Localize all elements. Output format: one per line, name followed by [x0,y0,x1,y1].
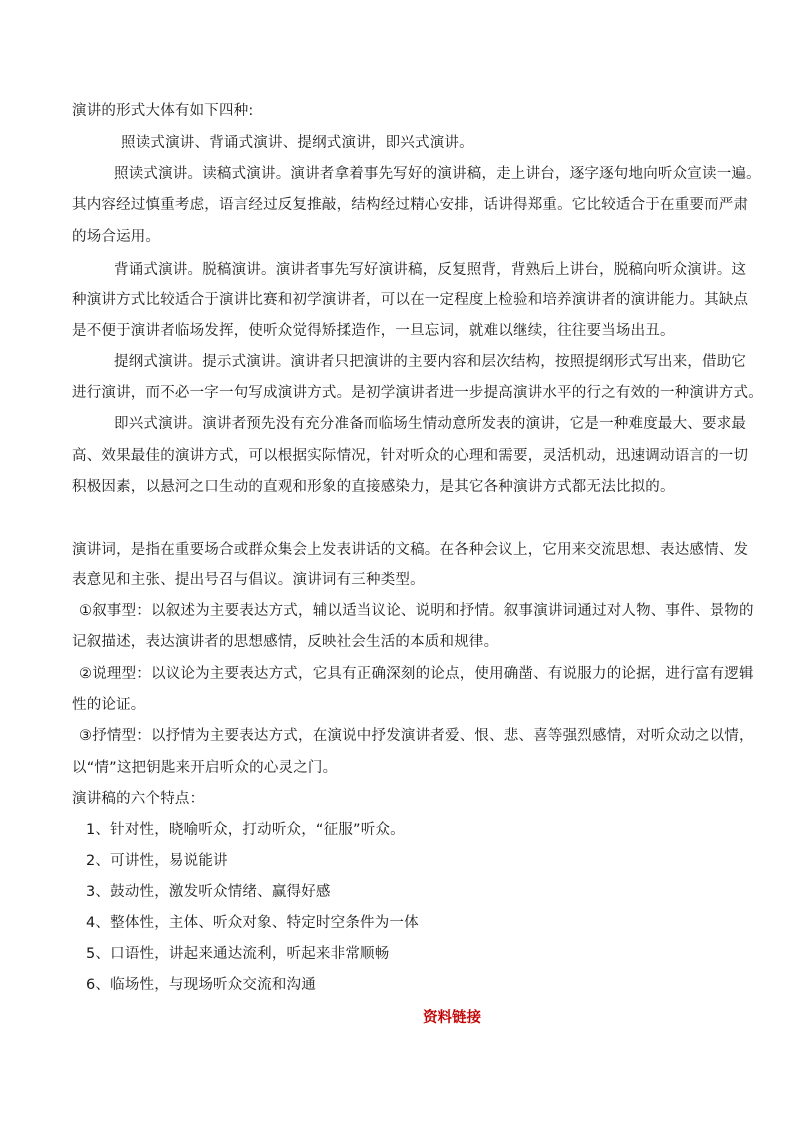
reasoning-type-line: ②说理型：以议论为主要表达方式，它具有正确深刻的论点，使用确凿、有说服力的论据，进行富有逻辑 [79,666,754,682]
resource-link[interactable]: 资料链接 [423,1010,481,1026]
feature-item: 5、口语性，讲起来通达流利，听起来非常顺畅 [86,946,390,962]
reading-speech-line: 照读式演讲。读稿式演讲。演讲者拿着事先写好的演讲稿，走上讲台，逐字逐句地向听众宣读一遍。 [114,166,761,182]
feature-item: 1、针对性，晓喻听众，打动听众，“征服”听众。 [86,822,405,838]
outline-speech-line: 进行演讲，而不必一字一句写成演讲方式。是初学演讲者进一步提高演讲水平的行之有效的一种演讲方式。 [72,385,763,401]
recitation-speech-line: 是不便于演讲者临场发挥，使听众觉得矫揉造作，一旦忘词，就难以继续，往往要当场出丑。 [72,323,675,339]
impromptu-speech-line: 高、效果最佳的演讲方式，可以根据实际情况，针对听众的心理和需要，灵活机动，迅速调动语言的一切 [72,448,749,464]
speech-text-definition-line: 表意见和主张、提出号召与倡议。演讲词有三种类型。 [72,572,425,588]
recitation-speech-line: 背诵式演讲。脱稿演讲。演讲者事先写好演讲稿，反复照背，背熟后上讲台，脱稿向听众演讲。这 [114,262,747,278]
narrative-type-line: ①叙事型：以叙述为主要表达方式，辅以适当议论、说明和抒情。叙事演讲词通过对人物、事件、景物的 [79,603,754,619]
impromptu-speech-line: 积极因素，以悬河之口生动的直观和形象的直接感染力，是其它各种演讲方式都无法比拟的。 [72,479,675,495]
forms-list: 照读式演讲、背诵式演讲、提纲式演讲，即兴式演讲。 [121,135,474,151]
feature-item: 2、可讲性，易说能讲 [86,853,228,869]
speech-text-definition-line: 演讲词，是指在重要场合或群众集会上发表讲话的文稿。在各种会议上，它用来交流思想、表达感情、发 [72,542,749,558]
reasoning-type-line: 性的论证。 [72,697,146,713]
feature-item: 3、鼓动性，激发听众情绪、赢得好感 [86,884,331,900]
lyrical-type-line: 以“情”这把钥匙来开启听众的心灵之门。 [72,760,338,776]
feature-item: 4、整体性，主体、听众对象、特定时空条件为一体 [86,915,419,931]
recitation-speech-line: 种演讲方式比较适合于演讲比赛和初学演讲者，可以在一定程度上检验和培养演讲者的演讲能力。其缺点 [72,292,749,308]
outline-speech-line: 提纲式演讲。提示式演讲。演讲者只把演讲的主要内容和层次结构，按照提纲形式写出来，借助它 [114,354,747,370]
forms-intro: 演讲的形式大体有如下四种: [72,103,254,119]
reading-speech-line: 其内容经过慎重考虑，语言经过反复推敲，结构经过精心安排，话讲得郑重。它比较适合于在重要而严肃 [72,197,749,213]
narrative-type-line: 记叙描述，表达演讲者的思想感情，反映社会生活的本质和规律。 [72,634,499,650]
features-title: 演讲稿的六个特点： [72,791,205,807]
feature-item: 6、临场性，与现场听众交流和沟通 [86,977,316,993]
impromptu-speech-line: 即兴式演讲。演讲者预先没有充分准备而临场生情动意所发表的演讲，它是一种难度最大、要求最 [114,416,747,432]
reading-speech-line: 的场合运用。 [72,229,161,245]
lyrical-type-line: ③抒情型：以抒情为主要表达方式，在演说中抒发演讲者爱、恨、悲、喜等强烈感情，对听众动之以情， [79,728,754,744]
